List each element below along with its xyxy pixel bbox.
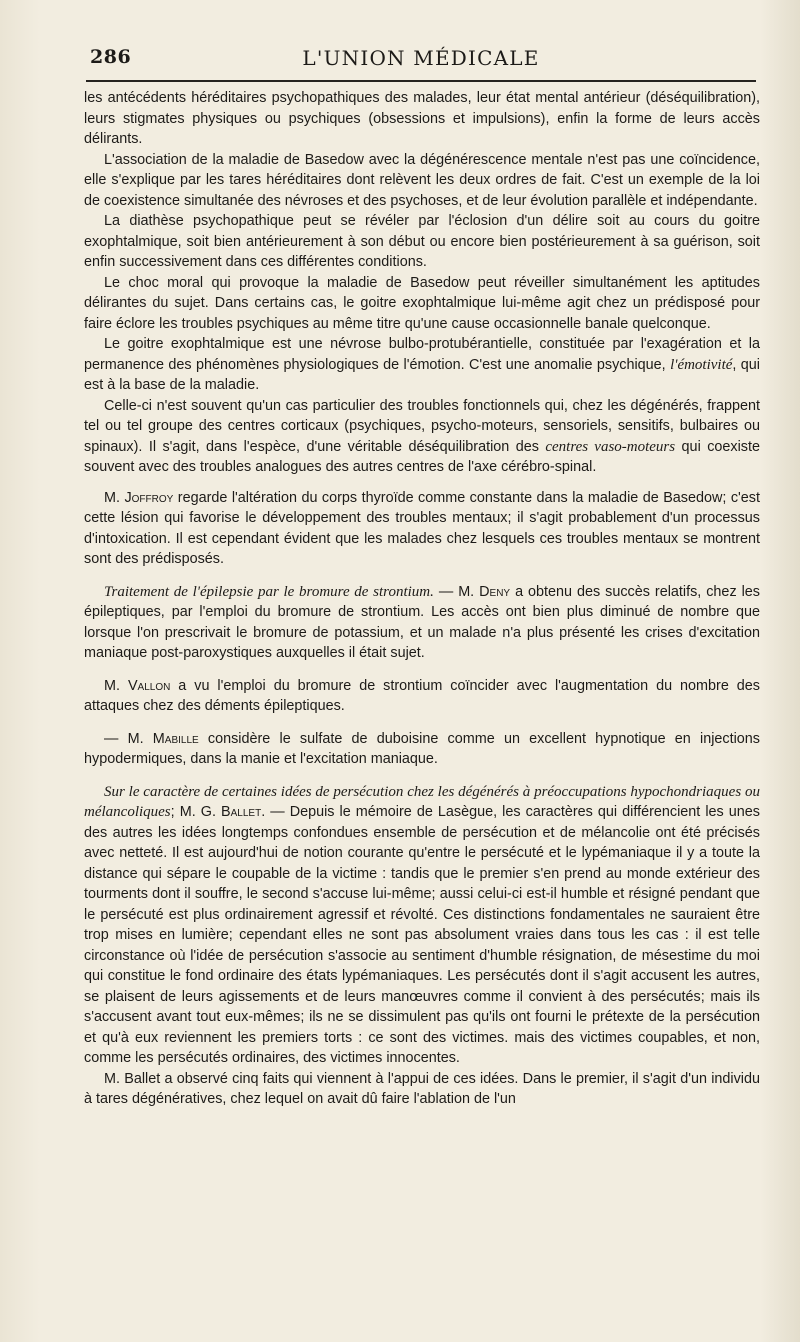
paragraph-8 [84,582,760,664]
article-body [84,88,760,1110]
paragraph-2: L'association de la maladie de Basedow avec la dégénérescence mentale n'est pas une coïncidence, elle s'explique par les tares héréditaires dont relèvent les deux ordres de fait. C'est un exemple de la loi de coexistence simultanée des névroses et des psychoses, et de leur évolution parallèle et indépendante. [84,151,760,209]
page-header [90,44,752,72]
paragraph-10-text: considère le sulfate de duboisine comme un excellent hypnotique en injections hypodermiques, dans la manie et l'excitation maniaque. [84,730,760,767]
section-heading-epilepsie: Traitement de l'épilepsie par le bromure de strontium. [104,583,434,600]
paragraph-11-mid: ; M. G. [170,804,222,820]
paragraph-10-lead: — M. [104,730,153,747]
paragraph-9-text: a vu l'emploi du bromure de strontium coïncider avec l'augmentation du nombre des attaques chez des déments épileptiques. [84,677,761,714]
paragraph-9-lead: M. [104,677,128,694]
running-title: L'UNION MÉDICALE [302,46,540,70]
paragraph-5-emphasis: l'émotivité [670,356,733,373]
paragraph-12: M. Ballet a observé cinq faits qui viennent à l'appui de ces idées. Dans le premier, il s'agit d'un individu à tares dégénératives, chez lequel on avait dû faire l'ablation de l'un [84,1070,760,1107]
paragraph-6-emphasis: centres vaso-moteurs [545,438,676,455]
paragraph-11 [84,782,760,1069]
paragraph-11-text: . — Depuis le mémoire de Lasègue, les caractères qui différencient les unes des autres les idées longtemps confondues ensemble de persécution et de mélancolie ont été précisés avec netteté. Il est aujourd'hui de notion courante qu'entre le persécuté et le lypémaniaque il y a toute la distance qui sépare le coupable de la victime : tandis que le premier s'en prend au monde extérieur des tourments dont il souffre, le second s'accuse lui-même; aussi celui-ci est-il humble et résigné pendant que le persécuté est plus ordinairement agressif et révolté. Ces distinctions fondamentales ne sauraient être trop mises en lumière; cependant elles ne sont pas absolument vraies dans tous les cas : il est telle circonstance où l'idée de persécution s'associe au sentiment d'humble résignation, de mésestime du moi qui constitue le fond ordinaire des états lypémaniaques. Les persécutés dont il s'agit accusent les autres, se plaisent de leurs agissements et de leurs manœuvres comme il convient à des persécutés; mais ils s'accusent avant tout eux-mêmes; ils ne se dissimulent pas qu'ils ont fourni le prétexte de la persécution et qu'à eux reviennent les premiers torts : ce sont des victimes. mais des victimes coupables, et non, comme les persécutés ordinaires, des victimes innocentes. [84,804,761,1066]
paragraph-5-text-b: , qui est à la base de la maladie. [84,356,760,393]
paragraph-10-author: Mabille [152,730,199,747]
paragraph-7-lead: M. [104,489,125,506]
paragraph-7-text: regarde l'altération du corps thyroïde comme constante dans la maladie de Basedow; c'est cette lésion qui favorise le développement des troubles mentaux; il s'agit probablement d'un processus d'intoxication. Il est cependant évident que les malades chez lesquels ces troubles mentaux se montrent sont des prédisposés. [84,489,760,567]
paragraph-6-text-b: qui coexiste souvent avec des troubles analogues des autres centres de l'axe cérébro-spinal. [84,438,760,475]
paragraph-5-text-a: Le goitre exophtalmique est une névrose bulbo-protubérantielle, constituée par l'exagération et la permanence des phénomènes physiologiques de l'émotion. C'est une anomalie psychique, [84,336,760,373]
paragraph-8-dash: — M. [433,583,480,600]
paragraph-5 [84,334,760,396]
paragraph-8-text: a obtenu des succès relatifs, chez les épileptiques, par l'emploi du bromure de strontium. Les accès ont bien plus diminué de nombre que lorsque l'on prescrivait le bromure de potassium, et un malade n'a plus présenté les crises d'excitation maniaque post-paroxystiques auxquelles il était sujet. [84,583,760,661]
paragraph-9 [84,676,760,717]
paragraph-6-text-a: Celle-ci n'est souvent qu'un cas particulier des troubles fonctionnels qui, chez les dégénérés, frappent tel ou tel groupe des centres corticaux (psychiques, psycho-moteurs, sensoriels, sensitifs, bulbaires ou spinaux). Il s'agit, dans l'espèce, d'une véritable déséquilibration des [84,397,760,455]
paragraph-4: Le choc moral qui provoque la maladie de Basedow peut réveiller simultanément les aptitudes délirantes du sujet. Dans certains cas, le goitre exophtalmique lui-même agit chez un prédisposé pour faire éclore les troubles psychiques au même titre qu'une cause occasionnelle banale quelconque. [84,274,760,332]
paragraph-3: La diathèse psychopathique peut se révéler par l'éclosion d'un délire soit au cours du goitre exophtalmique, soit bien antérieurement à son début ou encore bien postérieurement à sa guérison, soit enfin successivement dans ces différentes conditions. [84,213,760,270]
paragraph-6 [84,396,760,478]
section-heading-persecution: Sur le caractère de certaines idées de persécution chez les dégénérés à préoccupations hypochondriaques ou mélancoliques [84,783,760,820]
paragraph-7 [84,488,760,570]
header-rule [86,80,756,82]
paragraph-10 [84,729,760,770]
paragraph-7-author: Joffroy [124,489,174,506]
paragraph-11-author: Ballet [221,804,262,820]
page-number: 286 [90,46,132,68]
paragraph-8-author: Deny [479,583,511,600]
paragraph-1: les antécédents héréditaires psychopathiques des malades, leur état mental antérieur (déséquilibration), leurs stigmates physiques ou psychiques (obsessions et impulsions), enfin la forme de leurs accès délirants. [84,90,760,147]
paragraph-9-author: Vallon [127,677,171,694]
